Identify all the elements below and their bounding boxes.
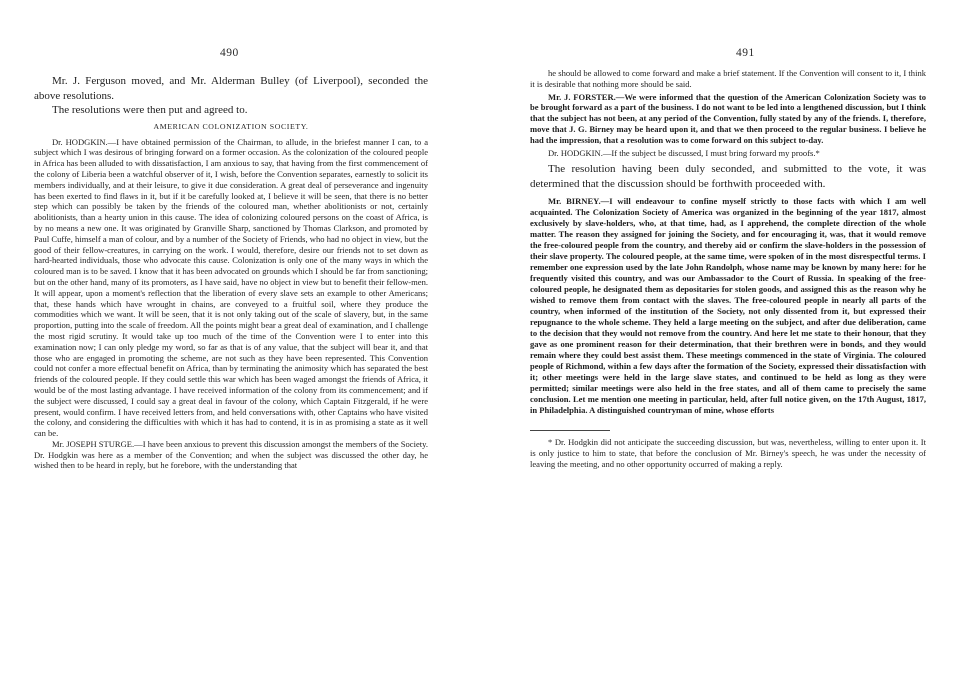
page-number: 490 [220,47,239,59]
right-text-column [530,68,926,470]
left-text-column [34,74,428,471]
paragraph: The resolution having been duly seconded, and submitted to the vote, it was determined that the discussion should be forthwith proceeded with. [530,163,926,190]
right-page [490,0,980,692]
page-number: 491 [736,47,755,59]
footnote-rule [530,430,610,431]
paragraph: Mr. JOSEPH STURGE.—I have been anxious to prevent this discussion amongst the members of the Society. Dr. Hodgkin was here as a member of the Convention; and when the subject was discussed the other day, he wished then to be heard in reply, but he forebore, with the understanding that [34,438,428,471]
paragraph: Mr. J. FORSTER.—We were informed that the question of the American Colonization Society was to be brought forward as a part of the business. I do not want to be led into a lengthened discussion, but I think that the subject has not been, at any period of the Convention, fully stated by any of the friends. I, therefore, move that J. G. Birney may be heard upon it, and that we then proceed to the regular business. I believe he had the impression, that a resolution was to come forward on this subject to-day. [530,91,926,145]
footnote: * Dr. Hodgkin did not anticipate the succeeding discussion, but was, nevertheless, willing to enter upon it. It is only justice to him to state, that before the conclusion of Mr. Birney's speech, he was under the necessity of leaving the meeting, and no other opportunity occurred of making a reply. [530,436,926,469]
paragraph: Dr. HODGKIN.—If the subject be discussed, I must bring forward my proofs.* [548,147,820,158]
paragraph: Dr. HODGKIN.—I have obtained permission of the Chairman, to allude, in the briefest manner I can, to a subject which I was desirous of bringing forward on a former occasion. As the colonization of the coloured people in Africa has been alluded to with dissatisfaction, I am anxious to say, that having from the first commencement of the colony of Liberia been a watchful observer of it, I wish, before the Convention separates, earnestly to solicit its members individually, and at their leisure, to give it due consideration. A great deal of perseverance and ingenuity has been exerted to find flaws in it, but if it be carefully looked at, I believe it will be seen, that there is no better step which can possibly be taken by the friends of the coloured man, whether abolitionists or not, certainly abolitionists, than a hearty union in this cause. The idea of colonizing coloured persons on the coast of Africa, is by no means a new one. It was originated by Granville Sharp, sanctioned by Thomas Clarkson, and promoted by Paul Cuffe, himself a man of colour, and by a number of the Society of Friends, who had no object in view, but the good of their fellow-creatures, in carrying on the work. I would, therefore, desire our friends not to set down as hard-hearted individuals, those who advocate this cause. Colonization is only one of the many ways in which the coloured man is to be saved. I know that it has been advocated on grounds which I should be far from sanctioning; but on the other hand, many of its promoters, as I have said, have no object in view but to benefit their fellow-men. It will appear, upon a moment's reflection that the liberation of every slave sets an example to other Americans; that, these hands which have wrought in chains, are conveyed to a fruitful soil, where they produce the commodities which we want. It will be seen, that it is not only taking out of the scale of slavery, but, in the same proportion, putting into the scale of freedom. All the points might bear a great deal of examination, and I challenge the most rigid scrutiny. It would take up too much of the time of the Convention were I to enter into this examination now; I can only pledge my word, so far as that is of any value, that the subject will bear it, and that those who are engaged in promoting the scheme, are not such as they have been represented. This Convention could not confer a more effectual benefit on Africa, than by terminating the animosity which has separated the best friends of the coloured people. If they could settle this war which has been waged amongst the friends of Africa, it would be of the most lasting advantage. I have received information of the colony from its commencement; and if the subject were discussed, I could say a great deal in favour of the colony, which Captain Fitzgerald, if he were present, would confirm. I have received letters from, and held conversations with, other Captains who have visited the colony, and considering the difficulties with which it has had to contend, it is in as promising a state as it well can be. [34,136,428,439]
paragraph: Mr. BIRNEY.—I will endeavour to confine myself strictly to those facts with which I am well acquainted. The Colonization Society of America was organized in the beginning of the year 1817, almost exclusively by slave-holders, who, at that time, had, as I apprehend, the complete direction of the whole matter. The reason they assigned for joining the Society, and for encouraging it, was, that it would remove the free-coloured people from the country, and thereby aid or confirm the slave-holders in the possession of their slave property. The coloured people, at the same time, were spoken of in the most disrespectful terms. I remember one expression used by the late John Randolph, whose name may be known by many here: for he frequently visited this country, and was our Ambassador to the Court of Russia. In speaking of the free-coloured people, he designated them as depositaries for stolen goods, and assigned this as the reason why he wished to remove them from contact with the slaves. The free-coloured people in nearly all parts of the country, when informed of the institution of the Society, not only dissented from it, but expressed their repugnance to the whole scheme. They held a large meeting on the subject, and after due deliberation, came to the decision that they would not remove from the country. And here let me state to their honour, that they gave as one prominent reason for their determination, that their brethren were in bonds, and they would remain where they could best assist them. These meetings commenced in the state of Virginia. The coloured people of Richmond, within a few days after the formation of the Society, expressed their dissatisfaction with it; other meetings were held in the large slave states, and continued to be held as long as they were permitted; similar meetings were also held in the free states, and all of them came to precisely the same conclusion. Let me mention one meeting in particular, held, after full notice given, on the 17th August, 1817, in Philadelphia. A distinguished countryman of mine, whose efforts [530,195,926,415]
paragraph: The resolutions were then put and agreed to. [52,104,248,117]
section-heading: AMERICAN COLONIZATION SOCIETY. [153,121,309,131]
paragraph: he should be allowed to come forward and make a brief statement. If the Convention will consent to it, I think it is desirable that nothing more should be said. [530,68,926,89]
paragraph: Mr. J. Ferguson moved, and Mr. Alderman Bulley (of Liverpool), seconded the above resolutions. [34,75,428,102]
